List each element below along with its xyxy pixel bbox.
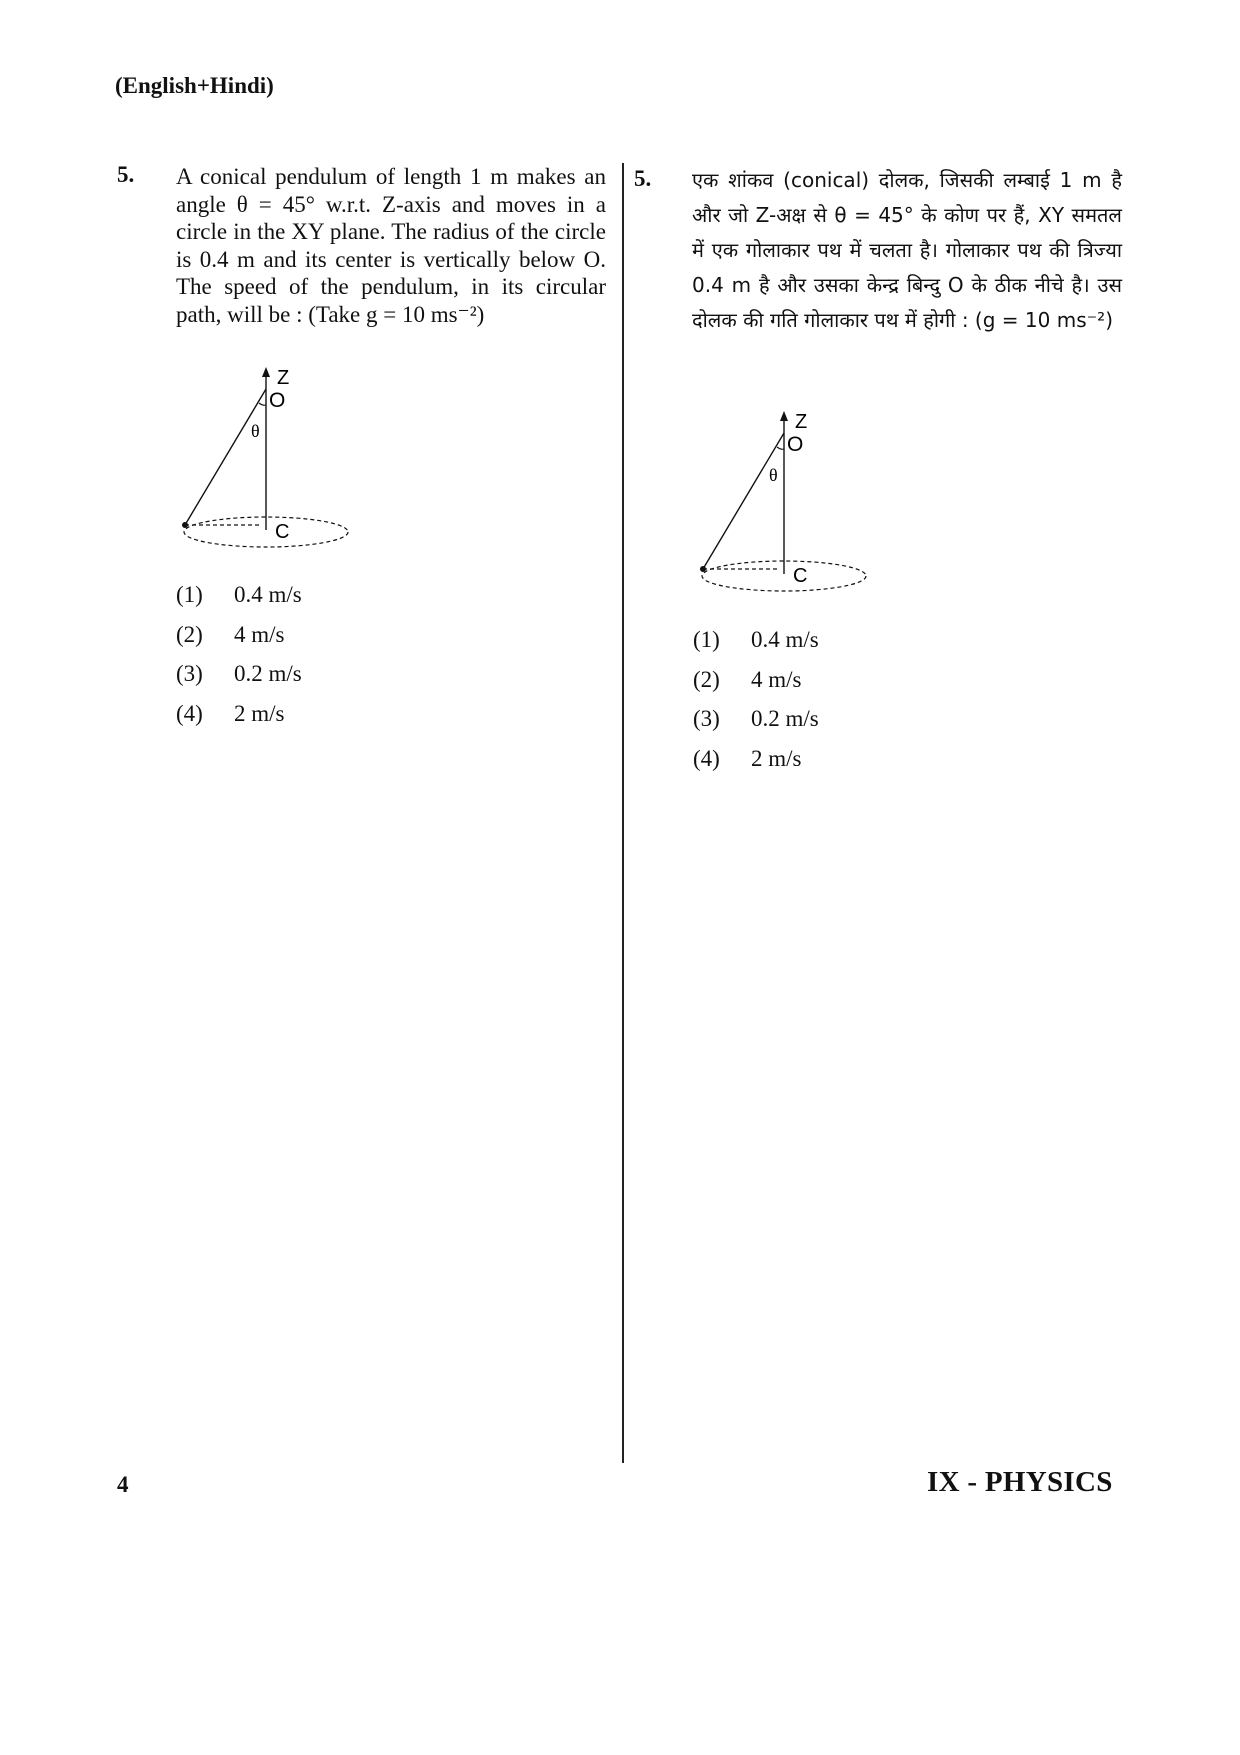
z-label: Z bbox=[795, 411, 808, 433]
theta-label: θ bbox=[251, 421, 260, 441]
pendulum-string bbox=[185, 389, 266, 525]
option-1-en[interactable]: (1) 0.4 m/s bbox=[176, 582, 302, 607]
option-2-hi[interactable]: (2) 4 m/s bbox=[693, 666, 802, 692]
z-axis-arrow-icon bbox=[262, 367, 270, 377]
option-4-en[interactable]: (4) 2 m/s bbox=[176, 700, 285, 726]
question-number-en: 5. bbox=[117, 162, 135, 187]
options-list-hi bbox=[693, 627, 819, 785]
option-1-hi[interactable]: (1) 0.4 m/s bbox=[693, 627, 819, 652]
question-text-hi: एक शांकव (conical) दोलक, जिसकी लम्बाई 1 m है और जो Z-अक्ष से θ = 45° के कोण पर हैं, XY समतल में एक गोलाकार पथ में चलता है। गोलाकार पथ की त्रिज्या 0.4 m है और उसका केन्द्र बिन्दु O के ठीक नीचे है। उस दोलक की गति गोलाकार पथ में होगी : (g = 10 ms⁻²) bbox=[692, 168, 1122, 332]
c-label: C bbox=[275, 521, 290, 543]
c-label: C bbox=[793, 565, 808, 587]
pendulum-bob bbox=[182, 522, 188, 528]
page-number: 4 bbox=[117, 1472, 129, 1497]
o-label: O bbox=[269, 389, 286, 412]
pendulum-diagram-en bbox=[175, 362, 365, 562]
option-4-hi[interactable]: (4) 2 m/s bbox=[693, 745, 802, 771]
option-2-en[interactable]: (2) 4 m/s bbox=[176, 621, 285, 647]
z-label: Z bbox=[277, 367, 290, 389]
theta-label: θ bbox=[769, 465, 778, 485]
column-divider bbox=[622, 163, 624, 1463]
subject-title: IX - PHYSICS bbox=[927, 1466, 1113, 1498]
options-list-en bbox=[176, 582, 302, 740]
pendulum-diagram-hi bbox=[693, 406, 883, 606]
z-axis-arrow-icon bbox=[780, 411, 788, 421]
question-text-en: A conical pendulum of length 1 m makes an angle θ = 45° w.r.t. Z-axis and moves in a circle in the XY plane. The radius of the circle is 0.4 m and its center is vertically below O. The speed of the pendulum, in its circular path, will be : (Take g = 10 ms⁻²) bbox=[176, 164, 606, 327]
option-3-hi[interactable]: (3) 0.2 m/s bbox=[693, 706, 819, 731]
header-language-label: (English+Hindi) bbox=[115, 73, 274, 98]
question-number-hi: 5. bbox=[634, 166, 652, 191]
pendulum-string bbox=[703, 433, 784, 569]
option-3-en[interactable]: (3) 0.2 m/s bbox=[176, 661, 302, 686]
pendulum-bob bbox=[700, 566, 706, 572]
o-label: O bbox=[787, 433, 804, 456]
